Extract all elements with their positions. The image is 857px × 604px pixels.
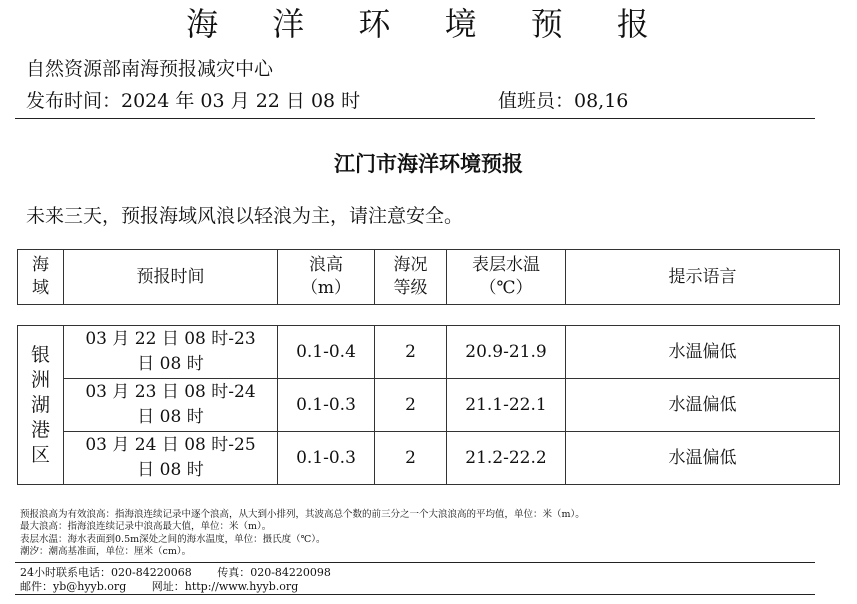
forecast-table-header bbox=[17, 249, 840, 305]
footnote: 表层水温：海水表面到0.5m深处之间的海水温度，单位：摄氏度（℃）。 bbox=[20, 533, 326, 545]
duty-officer: 值班员：08,16 bbox=[498, 90, 629, 112]
wave-height-cell: 0.1-0.4 bbox=[278, 326, 375, 379]
report-summary: 未来三天，预报海域风浪以轻浪为主，请注意安全。 bbox=[26, 205, 464, 227]
issuing-organization: 自然资源部南海预报减灾中心 bbox=[26, 58, 274, 80]
footnotes bbox=[20, 509, 585, 558]
surface-temp-cell: 20.9-21.9 bbox=[447, 326, 566, 379]
header-forecast-time: 预报时间 bbox=[64, 250, 278, 305]
footnote: 预报浪高为有效浪高：指海浪连续记录中逐个浪高，从大到小排列，其波高总个数的前三分之一个大浪浪高的平均值，单位：米（m）。 bbox=[20, 509, 585, 520]
header-surface-temp: 表层水温 （℃） bbox=[447, 250, 566, 305]
table-row bbox=[18, 326, 840, 379]
surface-temp-cell: 21.2-22.2 bbox=[447, 432, 566, 485]
footer-divider-top bbox=[15, 562, 815, 563]
header-divider bbox=[15, 118, 815, 119]
forecast-time-cell: 03 月 24 日 08 时-25 日 08 时 bbox=[64, 432, 278, 485]
table-header-row bbox=[18, 250, 840, 305]
sea-state-cell: 2 bbox=[375, 379, 447, 432]
footnote: 潮汐：潮高基准面，单位：厘米（cm）。 bbox=[20, 545, 192, 557]
forecast-table bbox=[17, 325, 840, 485]
sea-state-cell: 2 bbox=[375, 432, 447, 485]
header-sea-state: 海况 等级 bbox=[375, 250, 447, 305]
forecast-time-cell: 03 月 22 日 08 时-23 日 08 时 bbox=[64, 326, 278, 379]
report-subtitle: 江门市海洋环境预报 bbox=[334, 152, 523, 176]
contact-line-web bbox=[20, 580, 298, 593]
wave-height-cell: 0.1-0.3 bbox=[278, 432, 375, 485]
footnote: 最大浪高：指海浪连续记录中浪高最大值，单位：米（m）。 bbox=[20, 521, 272, 533]
header-tip: 提示语言 bbox=[566, 250, 840, 305]
surface-temp-cell: 21.1-22.1 bbox=[447, 379, 566, 432]
table-row bbox=[18, 432, 840, 485]
forecast-time-cell: 03 月 23 日 08 时-24 日 08 时 bbox=[64, 379, 278, 432]
tip-cell: 水温偏低 bbox=[566, 432, 840, 485]
tip-cell: 水温偏低 bbox=[566, 379, 840, 432]
footer-divider-bottom bbox=[15, 594, 815, 595]
contact-line-phone bbox=[20, 566, 331, 579]
region-cell: 银 洲 湖 港 区 bbox=[18, 326, 64, 485]
fax: 传真：020-84220098 bbox=[217, 566, 331, 579]
hotline: 24小时联系电话：020-84220068 bbox=[20, 566, 192, 579]
header-area: 海 域 bbox=[18, 250, 64, 305]
header-wave-height: 浪高 （m） bbox=[278, 250, 375, 305]
website-link[interactable]: 网址：http://www.hyyb.org bbox=[151, 580, 299, 593]
tip-cell: 水温偏低 bbox=[566, 326, 840, 379]
wave-height-cell: 0.1-0.3 bbox=[278, 379, 375, 432]
publish-time: 发布时间：2024 年 03 月 22 日 08 时 bbox=[26, 90, 361, 112]
table-row bbox=[18, 379, 840, 432]
document-title: 海 洋 环 境 预 报 bbox=[186, 5, 671, 43]
email: 邮件：yb@hyyb.org bbox=[20, 580, 127, 593]
sea-state-cell: 2 bbox=[375, 326, 447, 379]
